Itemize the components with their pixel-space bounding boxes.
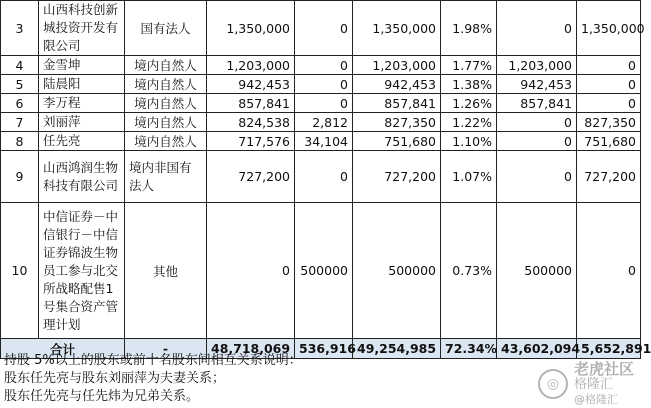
shareholder-type: 境内自然人 <box>125 56 207 75</box>
shares-end: 751,680 <box>353 132 441 151</box>
total-type: - <box>125 339 207 359</box>
total-shares-end: 49,254,985 <box>353 339 441 359</box>
total-shares-start: 48,718,069 <box>207 339 295 359</box>
restricted-shares: 0 <box>497 113 577 132</box>
shares-end: 1,350,000 <box>353 1 441 56</box>
restricted-shares: 942,453 <box>497 75 577 94</box>
shareholder-name: 中信证券－中信银行－中信证券锦波生物员工参与北交所战略配售1号集合资产管理计划 <box>39 203 125 339</box>
shares-change: 2,812 <box>295 113 353 132</box>
restricted-shares: 857,841 <box>497 94 577 113</box>
shares-end: 857,841 <box>353 94 441 113</box>
relationship-notes <box>4 352 564 406</box>
notes-heading: 持股 5%以上的股东或前十名股东间相互关系说明： <box>4 353 302 368</box>
shareholder-name: 李万程 <box>39 94 125 113</box>
rank-cell: 8 <box>1 132 39 151</box>
unrestricted-shares: 0 <box>577 203 641 339</box>
shares-change: 0 <box>295 75 353 94</box>
rank-cell: 3 <box>1 1 39 56</box>
watermark <box>538 359 634 406</box>
unrestricted-shares: 1,350,000 <box>577 1 641 56</box>
holding-ratio: 1.22% <box>441 113 497 132</box>
restricted-shares: 0 <box>497 1 577 56</box>
shares-start: 717,576 <box>207 132 295 151</box>
unrestricted-shares: 0 <box>577 94 641 113</box>
shares-start: 1,350,000 <box>207 1 295 56</box>
shareholder-type: 境内自然人 <box>125 75 207 94</box>
table-row <box>1 113 641 132</box>
unrestricted-shares: 751,680 <box>577 132 641 151</box>
holding-ratio: 1.10% <box>441 132 497 151</box>
rank-cell: 4 <box>1 56 39 75</box>
table-row <box>1 132 641 151</box>
shares-change: 34,104 <box>295 132 353 151</box>
shares-start: 857,841 <box>207 94 295 113</box>
shareholder-name: 任先亮 <box>39 132 125 151</box>
shares-change: 0 <box>295 1 353 56</box>
rank-cell: 9 <box>1 151 39 203</box>
table-row <box>1 203 641 339</box>
table-row <box>1 94 641 113</box>
table-row <box>1 1 641 56</box>
shareholder-type: 境内自然人 <box>125 132 207 151</box>
restricted-shares: 500000 <box>497 203 577 339</box>
note-line: 股东任先亮与股东刘丽萍为夫妻关系； <box>4 371 226 386</box>
shares-start: 0 <box>207 203 295 339</box>
shareholder-name: 陆晨阳 <box>39 75 125 94</box>
shareholder-type: 境内自然人 <box>125 94 207 113</box>
holding-ratio: 1.77% <box>441 56 497 75</box>
rank-cell: 7 <box>1 113 39 132</box>
tiger-logo-icon: ◎ <box>538 369 568 399</box>
shares-start: 824,538 <box>207 113 295 132</box>
unrestricted-shares: 827,350 <box>577 113 641 132</box>
rank-cell: 6 <box>1 94 39 113</box>
unrestricted-shares: 0 <box>577 75 641 94</box>
shareholder-name: 山西科技创新城投资开发有限公司 <box>39 1 125 56</box>
shares-end: 1,203,000 <box>353 56 441 75</box>
rank-cell: 10 <box>1 203 39 339</box>
shareholder-type: 境内自然人 <box>125 113 207 132</box>
watermark-brand: 格隆汇 <box>573 376 613 392</box>
shareholder-type: 境内非国有法人 <box>125 151 207 203</box>
total-shares-change: 536,916 <box>295 339 353 359</box>
shareholder-name: 刘丽萍 <box>39 113 125 132</box>
shares-end: 727,200 <box>353 151 441 203</box>
holding-ratio: 1.38% <box>441 75 497 94</box>
holding-ratio: 1.98% <box>441 1 497 56</box>
watermark-line2: @格隆汇 <box>573 392 618 406</box>
restricted-shares: 1,203,000 <box>497 56 577 75</box>
shareholder-type: 其他 <box>125 203 207 339</box>
shares-end: 827,350 <box>353 113 441 132</box>
shares-start: 942,453 <box>207 75 295 94</box>
shares-change: 0 <box>295 94 353 113</box>
holding-ratio: 0.73% <box>441 203 497 339</box>
note-line: 股东任先亮与任先炜为兄弟关系。 <box>4 389 200 404</box>
shares-start: 727,200 <box>207 151 295 203</box>
shareholder-name: 金雪坤 <box>39 56 125 75</box>
restricted-shares: 0 <box>497 132 577 151</box>
total-holding-ratio: 72.34% <box>441 339 497 359</box>
holding-ratio: 1.26% <box>441 94 497 113</box>
shares-end: 500000 <box>353 203 441 339</box>
table-row <box>1 75 641 94</box>
table-row <box>1 56 641 75</box>
shares-change: 500000 <box>295 203 353 339</box>
total-unrestricted-shares: 5,652,891 <box>577 339 641 359</box>
holding-ratio: 1.07% <box>441 151 497 203</box>
unrestricted-shares: 727,200 <box>577 151 641 203</box>
unrestricted-shares: 0 <box>577 56 641 75</box>
shares-change: 0 <box>295 56 353 75</box>
shareholder-name: 山西鸿润生物科技有限公司 <box>39 151 125 203</box>
shares-start: 1,203,000 <box>207 56 295 75</box>
total-restricted-shares: 43,602,094 <box>497 339 577 359</box>
rank-cell: 5 <box>1 75 39 94</box>
table-row <box>1 151 641 203</box>
shareholder-type: 国有法人 <box>125 1 207 56</box>
total-label: 合计 <box>1 339 125 359</box>
watermark-text <box>573 359 634 407</box>
shares-change: 0 <box>295 151 353 203</box>
shares-end: 942,453 <box>353 75 441 94</box>
restricted-shares: 0 <box>497 151 577 203</box>
watermark-line1: 老虎社区 <box>573 359 634 378</box>
